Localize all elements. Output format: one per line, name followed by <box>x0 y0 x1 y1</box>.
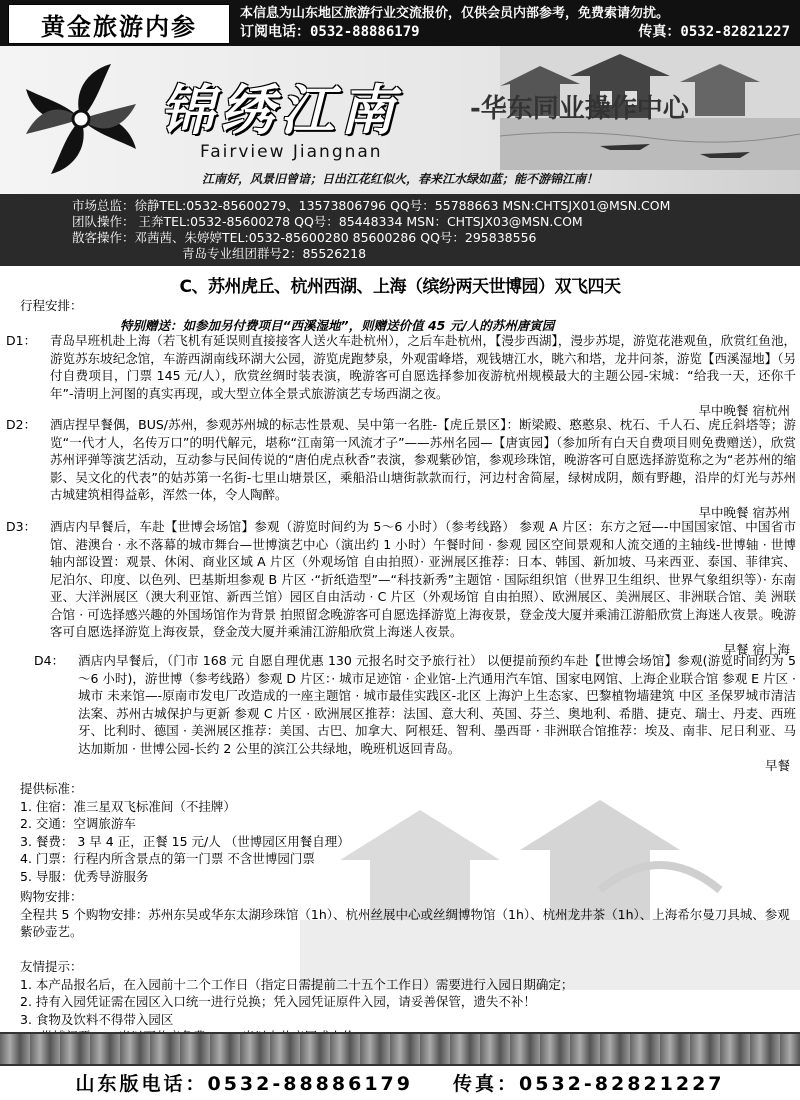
day-3 <box>6 518 796 658</box>
notice-text: 本信息为山东地区旅游行业交流报价，仅供会员内部参考，免费索请勿扰。 <box>240 6 670 21</box>
flower-logo-icon <box>16 54 146 184</box>
day-label: D1： <box>6 333 37 348</box>
standard-item: 5. 导服：优秀导游服务 <box>20 868 149 884</box>
day-2 <box>6 416 796 521</box>
contacts-panel <box>0 194 800 266</box>
day-meal: 早中晚餐 宿苏州 <box>698 504 790 520</box>
itinerary-label: 行程安排： <box>20 298 83 313</box>
tip-item: 1. 本产品报名后，在入园前十二个工作日（指定日需提前二十五个工作日）需要进行入园日期确定； <box>20 976 574 992</box>
day-text: 酒店内早餐后，（门市 168 元 自愿自理优惠 130 元报名时交予旅行社） 以便提前预约车赴【世博会场馆】参观(游览时间约为 5～6 小时)，游世博（参考线路）参观 D 片区：· 城市足迹馆 · 企业馆-上汽通用汽车馆、国家电网馆、上海企业联合馆 参观 E 片区 · 城市 未来馆—-原南市发电厂改造成的一座主题馆 · 城市最佳实践区-北区 上海沪上生态家、巴黎植物墙建筑 中区 圣保罗城市清洁法案、苏州古城保护与更新 参观 C 片区 · 欧洲展区推荐：法国、意大利、英国、芬兰、奥地利、希腊、捷克、瑞士、丹麦、西班牙、比利时、德国 · 美洲展区推荐：美国、古巴、加拿大、阿根廷、智利、墨西哥 · 非洲联合馆推荐：埃及、南非、尼日利亚、马达加斯加 · 世博公园-长约 2 公里的滨江公共绿地，晚班机返回青岛。 <box>78 653 796 756</box>
tips-heading: 友情提示： <box>20 959 83 974</box>
day-label: D2： <box>6 417 37 432</box>
hero-banner <box>0 46 800 194</box>
standards-section <box>20 780 350 885</box>
shopping-section <box>20 888 790 941</box>
day-meal: 早餐 宿上海 <box>723 641 790 657</box>
contact-line-qq-group: 青岛专业组团群号2：85526218 <box>182 246 367 261</box>
route-title: C、苏州虎丘、杭州西湖、上海（缤纷两天世博园）双飞四天 <box>179 277 621 297</box>
top-fax: 传真：0532-82821227 <box>638 24 790 40</box>
standard-item: 2. 交通：空调旅游车 <box>20 816 136 831</box>
day-1 <box>6 332 796 420</box>
standards-heading: 提供标准： <box>20 781 83 796</box>
shopping-text: 全程共 5 个购物安排：苏州东吴或华东太湖珍珠馆（1h）、杭州丝展中心或丝绸博物馆（1h）、杭州龙井茶（1h）、上海希尔曼刀具城、参观紫砂壶艺。 <box>20 906 790 939</box>
footer <box>0 1064 800 1100</box>
background-water-town-icon <box>300 740 800 990</box>
day-meal: 早中晚餐 宿杭州 <box>698 403 790 418</box>
standard-item: 1. 住宿：准三星双飞标准间（不挂牌） <box>20 798 236 814</box>
contact-line-individual: 散客操作：邓茜茜、朱婷婷TEL:0532-85600280 85600286 QQ号：295838556 <box>72 230 537 245</box>
order-phone: 订阅电话：0532-88886179 <box>240 24 420 40</box>
brand-title: 黄金旅游内参 <box>8 4 230 44</box>
top-bar <box>0 0 800 46</box>
footer-phone: 山东版电话：0532-88886179 <box>75 1072 413 1095</box>
tip-item: 3. 食物及饮料不得带入园区 <box>20 1011 174 1027</box>
day-meal: 早餐 <box>764 758 790 773</box>
decorative-border <box>0 1032 800 1066</box>
hero-slogan: 江南好，风景旧曾谙；日出江花红似火，春来江水绿如蓝；能不游锦江南！ <box>201 172 598 186</box>
hero-title: 锦绣江南 <box>160 78 400 142</box>
footer-fax: 传真：0532-82821227 <box>453 1072 725 1095</box>
contact-line-group: 团队操作： 王奔TEL:0532-85600278 QQ号：85448334 MSN：CHTSJX03@MSN.COM <box>72 214 583 229</box>
contact-line-director: 市场总监：徐静TEL:0532-85600279、13573806796 QQ号：55788663 MSN:CHTSJX01@MSN.COM <box>72 198 671 213</box>
gift-note: 特别赠送：如参加另付费项目“西溪湿地”，则赠送价值 45 元/人的苏州唐寅园 <box>120 318 555 333</box>
tip-item: 2. 持有入园凭证需在园区入口统一进行兑换；凭入园凭证原件入园，请妥善保管，遗失不补！ <box>20 994 536 1009</box>
hero-english-title: Fairview Jiangnan <box>200 142 383 162</box>
day-4 <box>6 652 796 775</box>
day-label: D4： <box>34 653 65 668</box>
day-text: 酒店内早餐后，车赴【世博会场馆】参观（游览时间约为 5～6 小时）（参考线路） 参观 A 片区：东方之冠—-中国国家馆、中国省市馆、港澳台 · 永不落幕的城市舞台—世博演艺中心（演出约 1 小时）午餐时间 · 参观 园区空间景观和人流交通的主轴线-世博轴 · 世博轴内部设置：观景、休闲、商业区域 A 片区（外观场馆 自由拍照）· 亚洲展区推荐：日本、韩国、新加坡、马来西亚、泰国、菲律宾、尼泊尔、印度、以色列、巴基斯坦参观 B 片区 ·“折纸造型”—“科技新秀”主题馆 · 国际组织馆（世界卫生组织、世界气象组织等）· 东南亚、大洋洲展区（澳大利亚馆、新西兰馆）园区自由活动 · C 片区（外观场馆 自由拍照）、欧洲展区、美洲展区、非洲联合馆、美 洲联合馆 · 可选择感兴趣的外国场馆作为背景 拍照留念晚游客可自愿选择游览上海夜景，登金茂大厦并乘浦江游船欣赏上海迷人夜景。晚游客可自愿选择游览上海夜景，登金茂大厦并乘浦江游船欣赏上海迷人夜景。 <box>50 519 796 639</box>
notice-contacts <box>240 23 796 42</box>
shopping-heading: 购物安排： <box>20 889 83 904</box>
hero-subtitle: -华东同业操作中心 <box>470 94 689 124</box>
day-text: 青岛早班机赴上海（若飞机有延误则直接接客人送火车赴杭州），之后车赴杭州，【漫步西湖】，漫步苏堤，游览花港观鱼，欣赏红鱼池，游览苏东坡纪念馆，车游西湖南线环湖大公园，游览虎跑梦泉，外观雷峰塔，观钱塘江水，眺六和塔，龙井问茶，游览【西溪湿地】（另付自费项目，门票 145 元/人），欣赏丝绸时装表演，晚游客可自愿选择参加夜游杭州规模最大的主题公园-宋城：“给我一天，还你千年”-清明上河图的真实再现，或大型立体全景式旅游演艺专场西湖之夜。 <box>50 333 796 401</box>
standard-item: 4. 门票：行程内所含景点的第一门票 不含世博园门票 <box>20 851 315 866</box>
notice-block <box>240 4 796 42</box>
standard-item: 3. 餐费： 3 早 4 正，正餐 15 元/人 （世博园区用餐自理） <box>20 833 350 849</box>
day-label: D3： <box>6 519 37 534</box>
day-text: 酒店捏早餐偶，BUS/苏州，参观苏州城的标志性景观、吴中第一名胜-【虎丘景区】：断梁殿、憨憨泉、枕石、千人石、虎丘斜塔等；游览“一代才人，名传万口”的明代解元，堪称“江南第一风流才子”——苏州名园—【唐寅园】（参加所有白天自费项目则免费赠送），欣赏苏州评弹等演艺活动，互动参与民间传说的“唐伯虎点秋香”表演，参观紫砂馆，参观珍珠馆，晚游客可自愿选择游览称之为“老苏州的缩影、吴文化的代表”的姑苏第一名街-七里山塘景区，乘船沿山塘街款款而行，河边村舍简屋，绿树成阴，颇有野趣，沿岸的灯光与苏州古城建筑相得益彰，浑然一体，令人陶醉。 <box>50 417 796 502</box>
